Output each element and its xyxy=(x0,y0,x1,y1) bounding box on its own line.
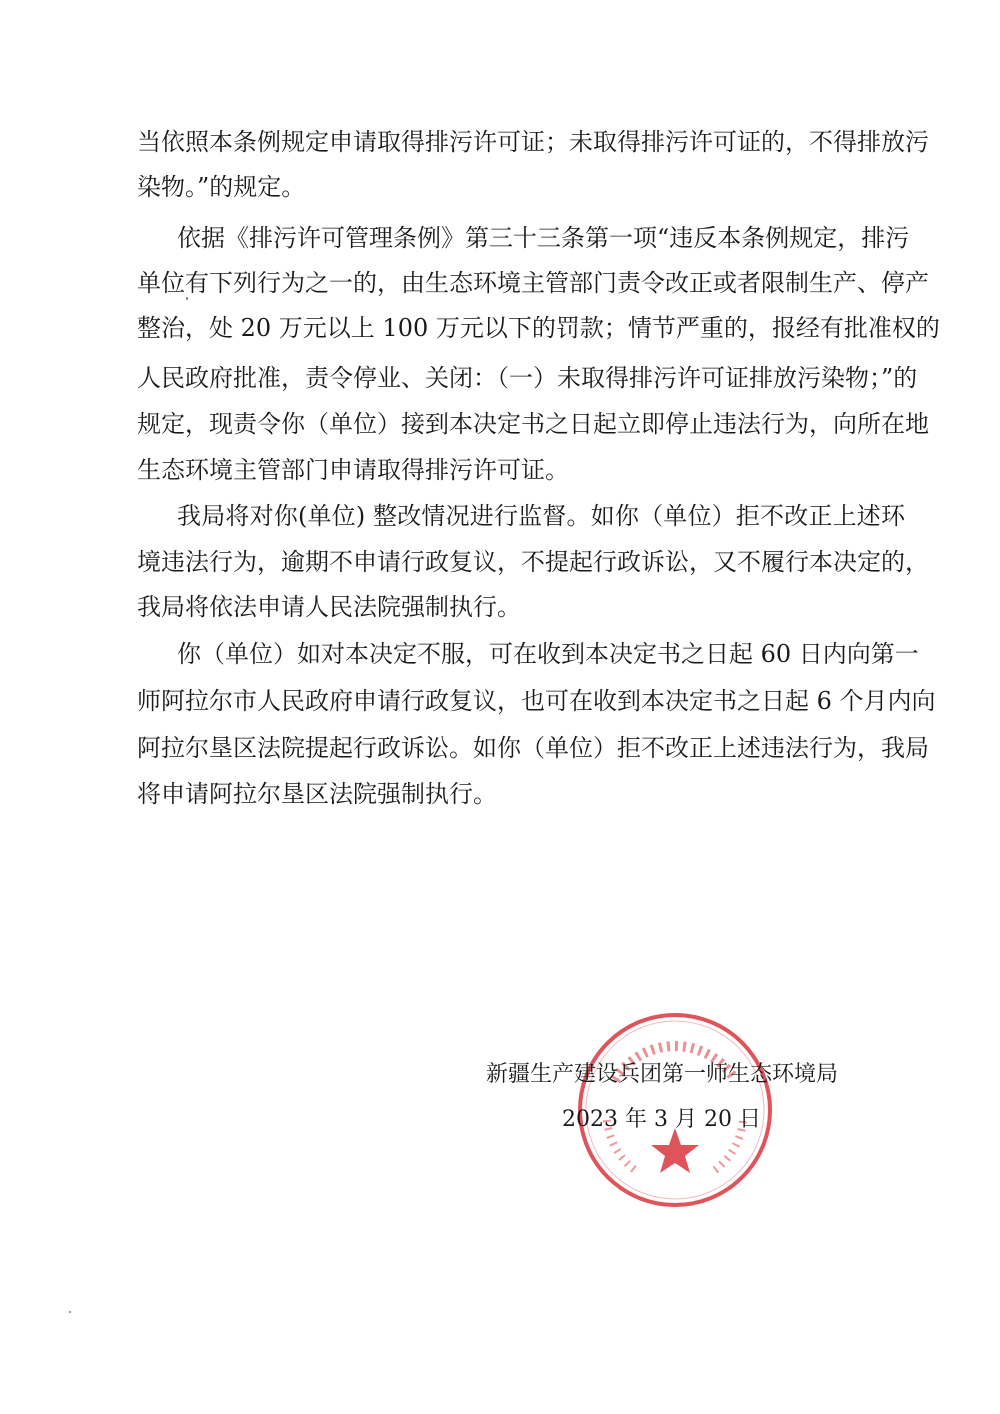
paragraph-2-line-5: 规定，现责令你（单位）接到本决定书之日起立即停止违法行为，向所在地 xyxy=(137,410,929,438)
paragraph-4-line-3: 阿拉尔垦区法院提起行政诉讼。如你（单位）拒不改正上述违法行为，我局 xyxy=(137,734,929,762)
scan-speck xyxy=(69,1311,71,1313)
paragraph-2-line-6: 生态环境主管部门申请取得排污许可证。 xyxy=(137,456,569,484)
paragraph-2-line-1: 依据《排污许可管理条例》第三十三条第一项“违反本条例规定，排污 xyxy=(177,224,910,252)
paragraph-3-line-3: 我局将依法申请人民法院强制执行。 xyxy=(137,593,521,621)
paragraph-4-line-4: 将申请阿拉尔垦区法院强制执行。 xyxy=(137,780,497,808)
paragraph-4-line-1: 你（单位）如对本决定不服，可在收到本决定书之日起 60 日内向第一 xyxy=(177,640,919,668)
paragraph-2-line-3: 整治，处 20 万元以上 100 万元以下的罚款；情节严重的，报经有批准权的 xyxy=(137,314,940,342)
signature-organization: 新疆生产建设兵团第一师生态环境局 xyxy=(486,1062,839,1087)
paragraph-1-line-1: 当依照本条例规定申请取得排污许可证；未取得排污许可证的，不得排放污 xyxy=(137,128,929,156)
signature-date: 2023 年 3 月 20 日 xyxy=(562,1107,761,1132)
paragraph-1-line-2: 染物。”的规定。 xyxy=(137,173,306,201)
paragraph-4-line-2: 师阿拉尔市人民政府申请行政复议，也可在收到本决定书之日起 6 个月内向 xyxy=(137,687,936,715)
scan-speck xyxy=(186,297,188,300)
paragraph-2-line-2: 单位有下列行为之一的，由生态环境主管部门责令改正或者限制生产、停产 xyxy=(137,269,929,297)
seal-star-icon xyxy=(651,1128,699,1173)
paragraph-3-line-2: 境违法行为，逾期不申请行政复议，不提起行政诉讼，又不履行本决定的， xyxy=(137,548,929,576)
paragraph-2-line-4: 人民政府批准，责令停业、关闭：（一）未取得排污许可证排放污染物；”的 xyxy=(137,364,918,392)
paragraph-3-line-1: 我局将对你(单位) 整改情况进行监督。如你（单位）拒不改正上述环 xyxy=(177,502,905,530)
